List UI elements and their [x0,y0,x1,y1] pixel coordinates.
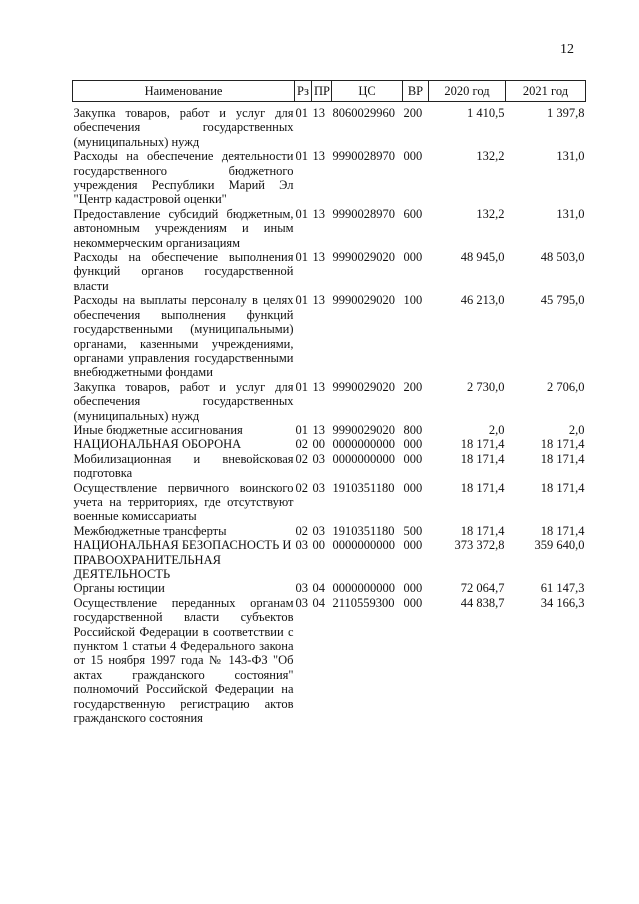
row-name: НАЦИОНАЛЬНАЯ БЕЗОПАСНОСТЬ И ПРАВООХРАНИТЕЛЬНАЯ ДЕЯТЕЛЬНОСТЬ [73,538,292,581]
row-name: Расходы на обеспечение выполнения функций органов государственной власти [73,250,294,293]
row-rz: 01 [295,250,308,265]
table-row [73,423,586,437]
row-name: Межбюджетные трансферты [73,523,227,538]
table-row [73,481,586,524]
row-cs: 0000000000 [332,437,395,452]
table-row [73,452,586,481]
row-cs: 0000000000 [332,451,395,466]
page-number: 12 [560,42,574,57]
row-pr: 13 [312,422,325,437]
row-value-2021: 1 397,8 [547,106,585,120]
row-pr: 13 [312,250,325,265]
table-header-row [73,81,586,102]
header-pr: ПР [312,81,332,102]
row-pr: 03 [312,451,325,466]
row-cs: 9990029020 [332,293,395,308]
table-row [73,293,586,379]
row-rz: 02 [295,523,308,538]
row-value-2020: 373 372,8 [454,538,505,553]
row-pr: 00 [312,437,325,452]
row-rz: 01 [295,206,308,221]
table-row [73,596,586,726]
row-vr: 000 [403,538,423,553]
row-value-2021: 48 503,0 [540,250,585,265]
row-value-2021: 18 171,4 [540,480,585,495]
row-name: Осуществление первичного воинского учета на территориях, где отсутствуют военные комиссариаты [73,480,294,524]
row-name: Органы юстиции [73,581,165,596]
table-row [73,149,586,207]
row-rz: 02 [295,437,308,452]
row-vr: 000 [403,437,423,452]
row-pr: 13 [312,206,325,221]
row-name: Мобилизационная и вневойсковая подготовка [73,451,294,481]
row-cs: 1910351180 [332,523,395,538]
row-value-2020: 18 171,4 [460,523,505,538]
row-cs: 8060029960 [332,106,395,120]
row-vr: 000 [403,595,423,610]
table-row [73,437,586,451]
row-vr: 200 [403,106,423,120]
row-value-2020: 132,2 [476,206,505,221]
row-cs: 0000000000 [332,538,395,553]
table-row [73,380,586,423]
header-name: Наименование [73,81,295,102]
row-name: Иные бюджетные ассигнования [73,422,243,437]
row-name: НАЦИОНАЛЬНАЯ ОБОРОНА [73,437,242,452]
row-vr: 000 [403,581,423,596]
row-cs: 9990029020 [332,422,395,437]
row-value-2021: 18 171,4 [540,451,585,466]
row-value-2020: 132,2 [476,149,505,164]
row-rz: 03 [295,595,308,610]
table-row [73,250,586,293]
table-row [73,581,586,595]
row-rz: 01 [295,379,308,394]
row-rz: 01 [295,106,308,120]
table-row [73,207,586,250]
row-value-2021: 34 166,3 [540,595,585,610]
header-2020: 2020 год [429,81,506,102]
row-pr: 13 [312,293,325,308]
row-rz: 02 [295,480,308,495]
row-vr: 600 [403,206,423,221]
row-value-2020: 18 171,4 [460,480,505,495]
row-name: Расходы на выплаты персоналу в целях обеспечения выполнения функций государственными (муниципальными) органами, казенными учреждениями, органами управления государственными внебюджетными фондами [73,293,294,380]
row-cs: 9990028970 [332,149,395,164]
row-value-2020: 1 410,5 [467,106,505,120]
row-value-2021: 131,0 [556,149,585,164]
row-value-2020: 2,0 [488,422,505,437]
header-vr: ВР [403,81,429,102]
row-vr: 500 [403,523,423,538]
row-rz: 03 [295,538,308,553]
row-value-2020: 44 838,7 [460,595,505,610]
budget-table [72,80,586,725]
row-value-2021: 131,0 [556,206,585,221]
row-value-2021: 2,0 [568,422,585,437]
row-vr: 100 [403,293,423,308]
row-cs: 0000000000 [332,581,395,596]
row-pr: 00 [312,538,325,553]
row-value-2020: 18 171,4 [460,437,505,452]
row-name: Осуществление переданных органам государственной власти субъектов Российской Федерации в соответствии с пунктом 1 статьи 4 Федерального закона от 15 ноября 1997 года № 143-ФЗ "Об актах гражданского состояния" полномочий Российской Федерации на государственную регистрацию актов гражданского состояния [73,595,294,726]
row-vr: 000 [403,480,423,495]
row-pr: 04 [312,581,325,596]
row-name: Закупка товаров, работ и услуг для обеспечения государственных (муниципальных) нужд [73,106,294,149]
row-rz: 01 [295,149,308,164]
header-cs: ЦС [332,81,403,102]
row-vr: 800 [403,422,423,437]
table-row [73,538,586,581]
row-name: Предоставление субсидий бюджетным, автономным учреждениям и иным некоммерческим организациям [73,206,294,250]
row-name: Закупка товаров, работ и услуг для обеспечения государственных (муниципальных) нужд [73,379,294,423]
row-value-2020: 2 730,0 [467,379,505,394]
row-pr: 03 [312,480,325,495]
row-value-2021: 61 147,3 [540,581,585,596]
row-cs: 9990028970 [332,206,395,221]
header-rz: Рз [295,81,312,102]
row-value-2021: 18 171,4 [540,437,585,452]
row-value-2021: 2 706,0 [547,379,585,394]
table-row [73,524,586,538]
row-pr: 13 [312,149,325,164]
row-cs: 9990029020 [332,250,395,265]
row-vr: 200 [403,379,423,394]
row-vr: 000 [403,451,423,466]
row-value-2021: 359 640,0 [534,538,585,553]
row-cs: 1910351180 [332,480,395,495]
table-row [73,106,586,149]
row-pr: 13 [312,379,325,394]
row-pr: 03 [312,523,325,538]
row-vr: 000 [403,250,423,265]
row-value-2020: 46 213,0 [460,293,505,308]
row-cs: 9990029020 [332,379,395,394]
header-2021: 2021 год [506,81,586,102]
row-name: Расходы на обеспечение деятельности государственного бюджетного учреждения Республики Марий Эл "Центр кадастровой оценки" [73,149,294,207]
row-rz: 01 [295,293,308,308]
row-value-2021: 45 795,0 [540,293,585,308]
row-value-2020: 48 945,0 [460,250,505,265]
row-pr: 04 [312,595,325,610]
row-value-2020: 72 064,7 [460,581,505,596]
row-pr: 13 [312,106,325,120]
row-value-2021: 18 171,4 [540,523,585,538]
row-vr: 000 [403,149,423,164]
row-rz: 02 [295,451,308,466]
row-value-2020: 18 171,4 [460,451,505,466]
row-cs: 2110559300 [332,595,395,610]
row-rz: 01 [295,422,308,437]
row-rz: 03 [295,581,308,596]
table-body [73,102,586,726]
